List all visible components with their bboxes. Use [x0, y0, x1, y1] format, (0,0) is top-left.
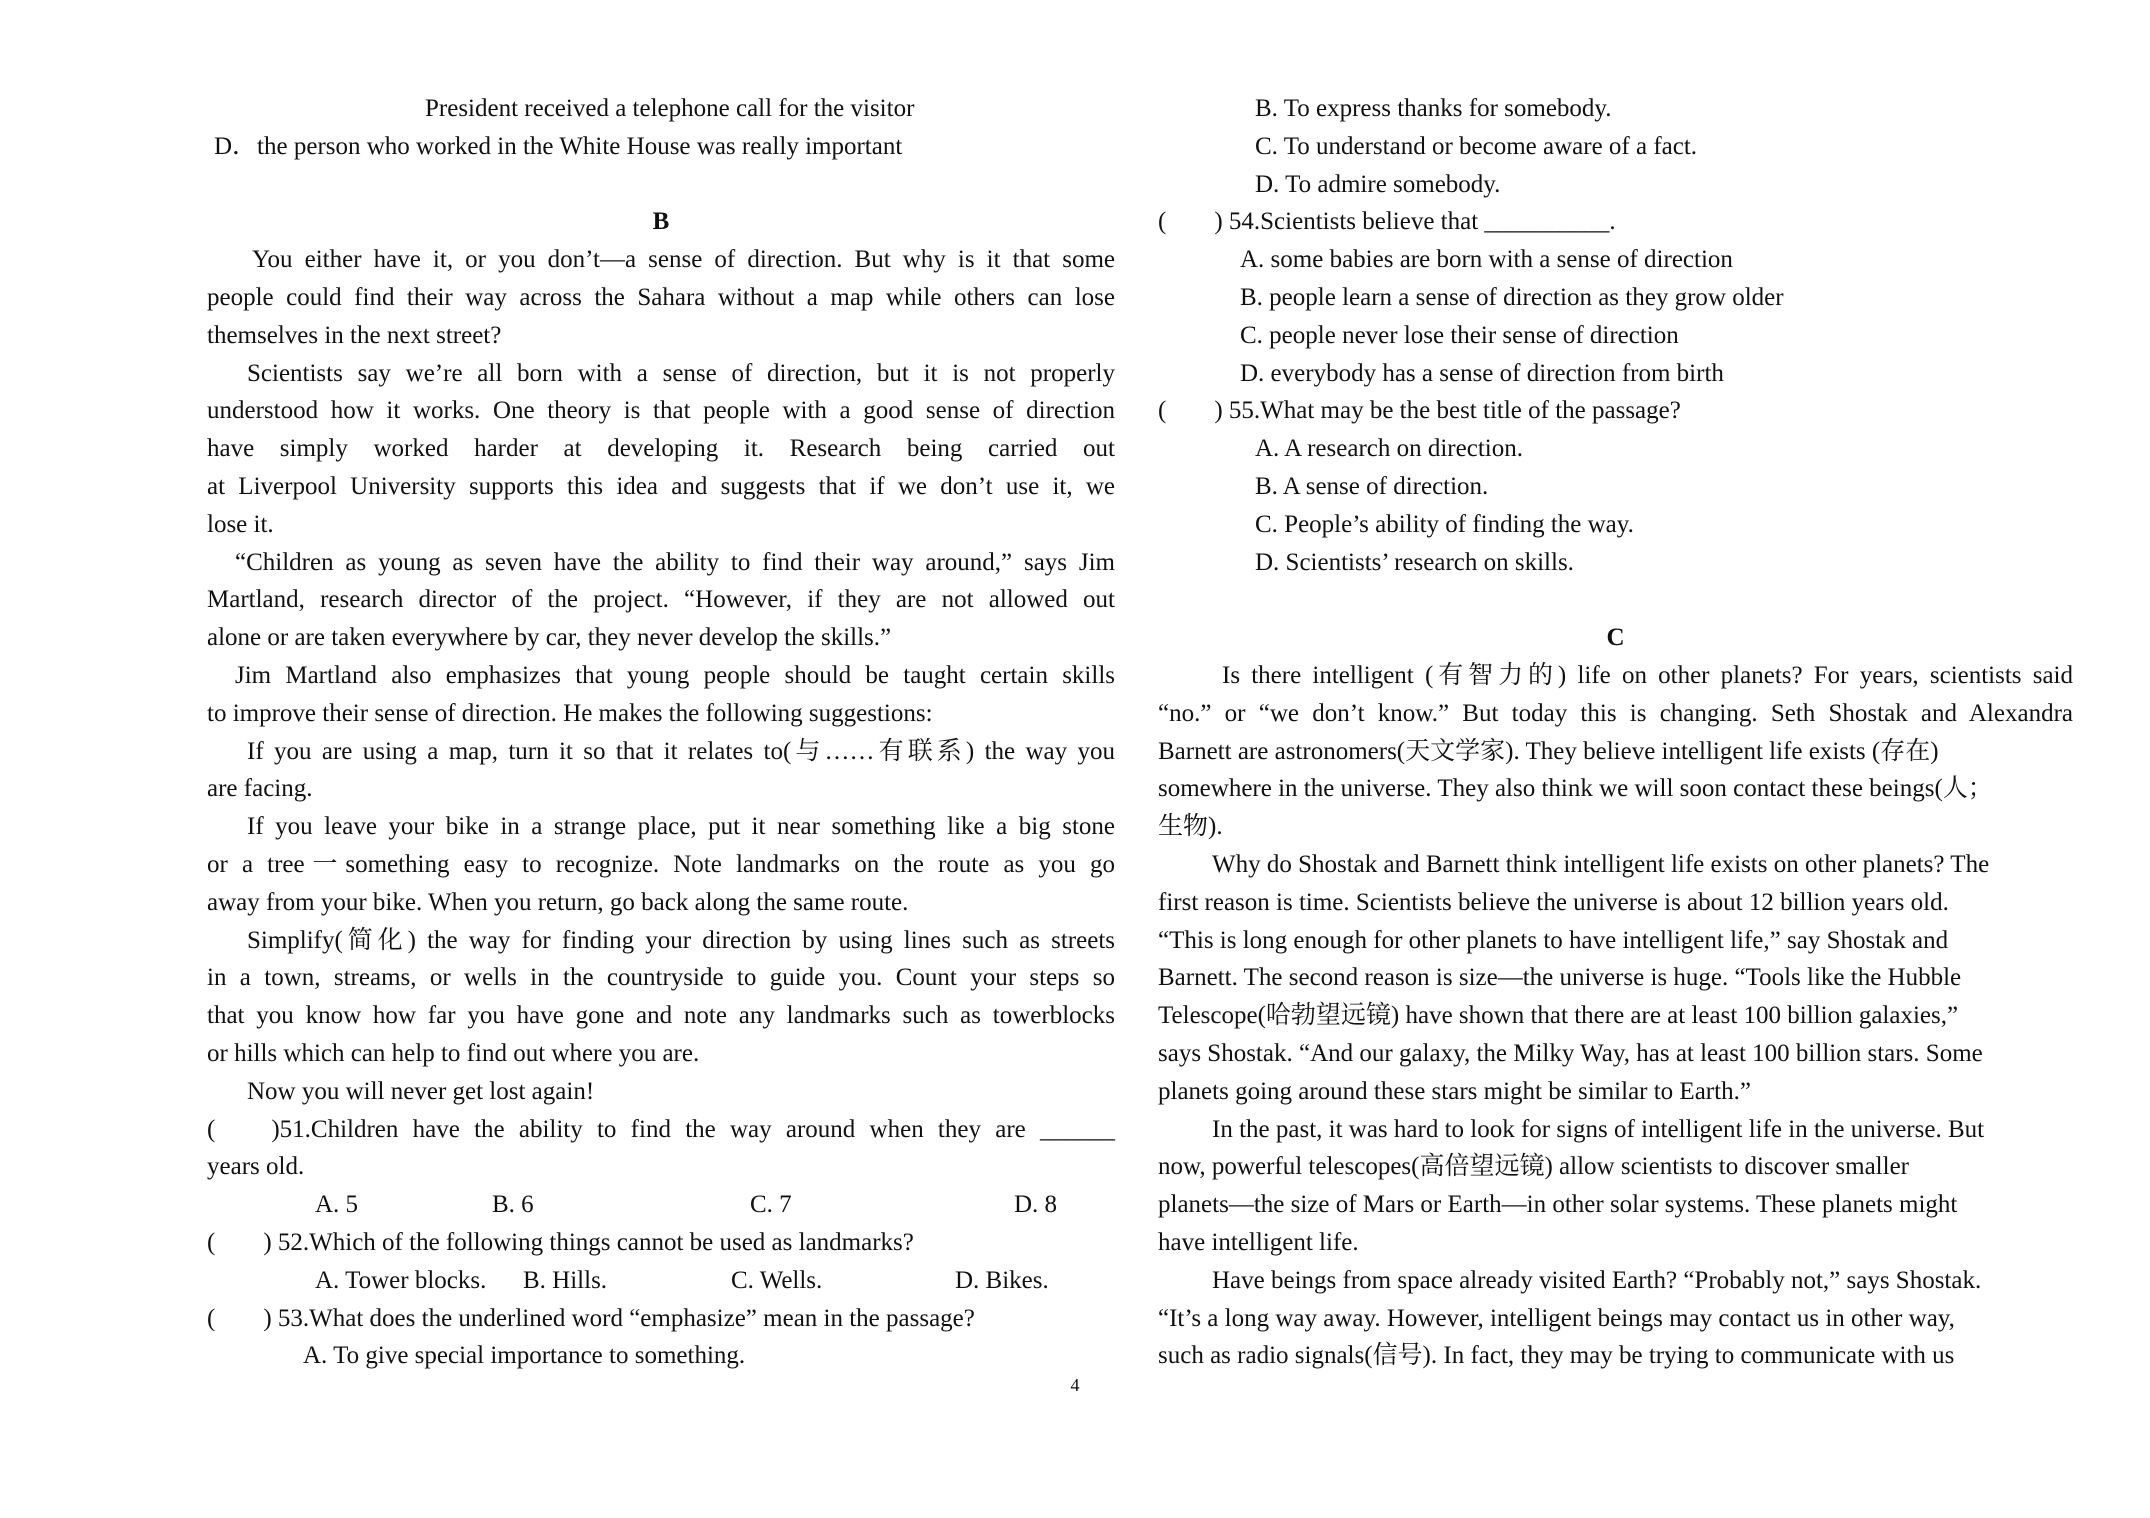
option-c: C. Wells. [731, 1266, 823, 1294]
passage-b-p8: Now you will never get lost again! [247, 1077, 595, 1105]
option-c: C. 7 [750, 1191, 792, 1219]
passage-b-p1: You either have it, or you don’t—a sense of direction. But why is it that some people could find their way across the Sahara without a map while others can lose themselves in the next street? [207, 246, 1115, 349]
question-53: ( ) 53.What does the underlined word “emphasize” mean in the passage? A. To give special importance to something. [207, 1300, 1115, 1376]
question-51: ( ) 51.Children have the ability to find the way around when they are ______ years old. A. 5 B. 6 C. 7 D. 8 [207, 1111, 1115, 1224]
passage-b-title: B [652, 208, 670, 236]
option-a: A. A research on direction. [1255, 435, 1523, 463]
option-c: C. People’s ability of finding the way. [1255, 510, 1634, 538]
right-column [1158, 90, 2073, 1375]
option-d: D. 8 [1014, 1191, 1058, 1219]
question-52: ( ) 52.Which of the following things cannot be used as landmarks? A. Tower blocks. B. Hills. C. Wells. D. Bikes. [207, 1224, 1115, 1300]
passage-b-p4: Jim Martland also emphasizes that young people should be taught certain skills to improve their sense of direction. He makes the following suggestions: [207, 661, 1115, 727]
option-a: A. To give special importance to something. [303, 1342, 746, 1370]
option-b: B. Hills. [523, 1266, 608, 1294]
option-a: A. 5 [315, 1191, 359, 1219]
option-b: B. A sense of direction. [1255, 472, 1489, 500]
answer-blank-open: ( [207, 1115, 216, 1143]
passage-c-p3: In the past, it was hard to look for signs of intelligent life in the universe. But now, powerful telescopes(高倍望远镜) allow scientists to discover smaller planets—the size of Mars or Earth—in other solar systems. These planets might have intelligent life. [1158, 1115, 1985, 1256]
option-b: B. To express thanks for somebody. [1255, 95, 1612, 122]
passage-b-p6: If you leave your bike in a strange place, put it near something like a big stone or a tree一something easy to recognize. Note landmarks on the route as you go away from your bike. When you return, go back along the same route. [207, 813, 1115, 916]
passage-c-title: C [1606, 624, 1625, 652]
passage-b-p2: Scientists say we’re all born with a sense of direction, but it is not properly understood how it works. One theory is that people with a good sense of direction have simply worked harder at developing it. Research being carried out at Liverpool University supports this idea and suggests that if we don’t use it, we lose it. [207, 359, 1115, 538]
left-column [207, 90, 1115, 1375]
page-number: 4 [1070, 1375, 1080, 1395]
option-b: B. 6 [492, 1191, 534, 1219]
question-text: 52.Which of the following things cannot be used as landmarks? [277, 1228, 914, 1256]
option-c: C. To understand or become aware of a fact. [1255, 132, 1698, 160]
question-54: ( ) 54.Scientists believe that __________. A. some babies are born with a sense of direction B. people learn a sense of direction as they grow older C. people never lose their sense of direction D. everybody has a sense of direction from birth [1158, 203, 2073, 392]
question-55: ( ) 55.What may be the best title of the passage? A. A research on direction. B. A sense of direction. C. People’s ability of finding the way. D. Scientists’ research on skills. [1158, 392, 2073, 581]
question-text: 53.What does the underlined word “emphasize” mean in the passage? [277, 1304, 975, 1332]
option-d: D. To admire somebody. [1255, 170, 1501, 198]
option-d: D. Scientists’ research on skills. [1255, 548, 1574, 576]
option-b: B. people learn a sense of direction as they grow older [1240, 283, 1784, 311]
option-d: D. Bikes. [955, 1266, 1049, 1294]
question-text: 54.Scientists believe that __________. [1228, 208, 1616, 236]
passage-b-p5: If you are using a map, turn it so that it relates to(与……有联系) the way you are facing. [207, 737, 1115, 803]
answer-blank-close: ) [271, 1115, 280, 1143]
option-a: A. Tower blocks. [315, 1266, 487, 1294]
option-c: C. people never lose their sense of direction [1240, 321, 1679, 349]
question-text: 51.Children have the ability to find the way around when they are ______ [279, 1115, 1115, 1143]
passage-b-p7: Simplify(简化) the way for finding your direction by using lines such as streets in a town, streams, or wells in the countryside to guide you. Count your steps so that you know how far you have gone and note any landmarks such as towerblocks or hills which can help to find out where you are. [207, 926, 1115, 1067]
option-d: D. everybody has a sense of direction from birth [1240, 359, 1724, 387]
prev-option-continuation: President received a telephone call for the visitor [425, 95, 915, 122]
passage-c-p4: Have beings from space already visited Earth? “Probably not,” says Shostak. “It’s a long way away. However, intelligent beings may contact us in other way, such as radio signals(信号). In fact, they may be trying to communicate with us [1158, 1266, 1982, 1370]
passage-b-p3: “Children as young as seven have the ability to find their way around,” says Jim Martland, research director of the project. “However, if they are not allowed out alone or are taken everywhere by car, they never develop the skills.” [207, 548, 1115, 652]
passage-c-p1: Is there intelligent (有智力的) life on other planets? For years, scientists said “no.” or “we don’t know.” But today this is changing. Seth Shostak and Alexandra Barnett are astronomers(天文学家). They believe intelligent life exists (存在) somewhere in the universe. They also think we will soon contact these beings(人； 生物). [1158, 661, 2073, 841]
question-text: 55.What may be the best title of the passage? [1228, 397, 1681, 425]
option-a: A. some babies are born with a sense of direction [1240, 246, 1733, 274]
prev-option-d: D．the person who worked in the White House was really important [214, 132, 903, 160]
passage-c-p2: Why do Shostak and Barnett think intelligent life exists on other planets? The first reason is time. Scientists believe the universe is about 12 billion years old. “This is long enough for other planets to have intelligent life,” say Shostak and Barnett. The second reason is size—the universe is huge. “Tools like the Hubble Telescope(哈勃望远镜) have shown that there are at least 100 billion galaxies,” says Shostak. “And our galaxy, the Milky Way, has at least 100 billion stars. Some planets going around these stars might be similar to Earth.” [1158, 850, 1990, 1105]
